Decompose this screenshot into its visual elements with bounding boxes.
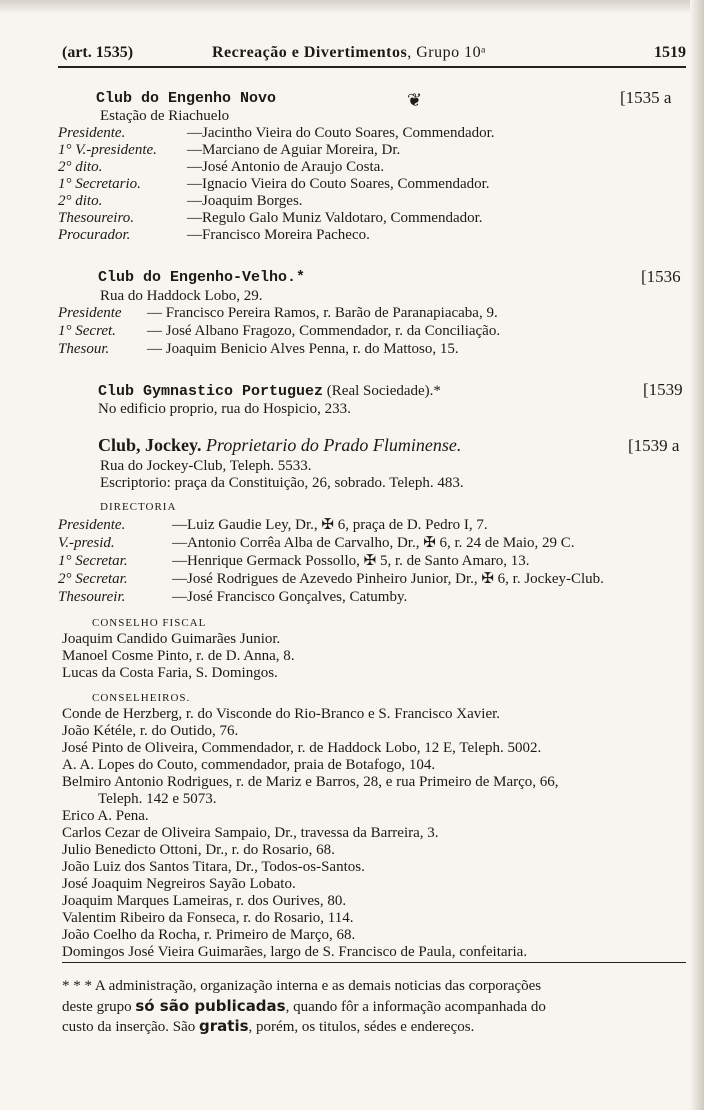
officer-name: —José Francisco Gonçalves, Catumby. [172,589,408,605]
officer-name: — Joaquim Benicio Alves Penna, r. do Mattoso, 15. [147,341,459,357]
officer-role: 1° Secret. [58,323,116,339]
fleuron-ornament: ❦ [407,90,423,110]
section-title: Recreação e Divertimentos, Grupo 10ᵃ [212,44,486,61]
section-heading: CONSELHEIROS. [92,692,191,704]
member-line: Joaquim Candido Guimarães Junior. [62,631,281,647]
header-rule [58,66,686,68]
page-number: 1519 [654,44,686,61]
officer-role: Thesour. [58,341,110,357]
club-title-line: Club Gymnastico Portuguez (Real Sociedade).* [98,383,441,400]
member-line: Domingos José Vieira Guimarães, largo de S. Francisco de Paula, confeitaria. [62,944,528,960]
officer-role: Thesoureiro. [58,210,134,226]
footnote-line: deste grupo só são publicadas, quando fôr a informação acompanhada do [62,997,546,1015]
officer-role: Presidente. [58,125,126,141]
member-line: João Coelho da Rocha, r. Primeiro de Março, 68. [62,927,356,943]
officer-name: —Ignacio Vieira do Couto Soares, Commendador. [187,176,490,192]
club-address: Rua do Jockey-Club, Teleph. 5533. [100,458,312,474]
footnote-line: custo da inserção. São gratis, porém, os titulos, sédes e endereços. [62,1017,475,1035]
member-line: Erico A. Pena. [62,808,149,824]
member-line-continued: Teleph. 142 e 5073. [98,791,217,807]
officer-name: — Francisco Pereira Ramos, r. Barão de Paranapiacaba, 9. [147,305,498,321]
officer-name: —Luiz Gaudie Ley, Dr., ✠ 6, praça de D. Pedro I, 7. [172,517,488,533]
member-line: Valentim Ribeiro da Fonseca, r. do Rosario, 114. [62,910,354,926]
member-line: Belmiro Antonio Rodrigues, r. de Mariz e Barros, 28, e rua Primeiro de Março, 66, [62,774,559,790]
entry-ref: [1539 a [628,436,680,455]
member-line: Julio Benedicto Ottoni, Dr., r. do Rosario, 68. [62,842,335,858]
officer-name: —Francisco Moreira Pacheco. [187,227,370,243]
entry-ref: [1535 a [620,88,672,107]
officer-role: 2° dito. [58,193,103,209]
officer-role: 1° Secretario. [58,176,141,192]
entry-ref: [1539 [643,380,683,399]
club-address: Estação de Riachuelo [100,108,230,124]
club-title: Club do Engenho Novo [96,90,277,107]
member-line: Joaquim Marques Lameiras, r. dos Ourives, 80. [62,893,347,909]
officer-role: V.-presid. [58,535,115,551]
officer-role: Presidente [58,305,122,321]
officer-name: —Marciano de Aguiar Moreira, Dr. [187,142,401,158]
officer-name: —Jacintho Vieira do Couto Soares, Commendador. [187,125,495,141]
officer-role: Presidente. [58,517,126,533]
running-head [62,44,686,66]
footnote-line: * * * A administração, organização interna e as demais noticias das corporações [62,978,542,994]
officer-name: —Regulo Galo Muniz Valdotaro, Commendador. [187,210,483,226]
section-heading: CONSELHO FISCAL [92,617,207,629]
officer-role: 1° Secretar. [58,553,128,569]
member-line: Carlos Cezar de Oliveira Sampaio, Dr., travessa da Barreira, 3. [62,825,439,841]
officer-role: Thesoureir. [58,589,126,605]
officer-name: —José Antonio de Araujo Costa. [187,159,385,175]
member-line: Conde de Herzberg, r. do Visconde do Rio-Branco e S. Francisco Xavier. [62,706,501,722]
officer-role: 2° dito. [58,159,103,175]
member-line: João Luiz dos Santos Titara, Dr., Todos-os-Santos. [62,859,365,875]
club-title: Club do Engenho-Velho.* [98,269,306,286]
section-heading: DIRECTORIA [100,501,177,513]
officer-role: Procurador. [58,227,131,243]
member-line: José Joaquim Negreiros Sayão Lobato. [62,876,296,892]
officer-name: —Joaquim Borges. [187,193,303,209]
officer-role: 1° V.-presidente. [58,142,157,158]
officer-name: — José Albano Fragozo, Commendador, r. da Conciliação. [147,323,501,339]
officer-name: —Antonio Corrêa Alba de Carvalho, Dr., ✠ 6, r. 24 de Maio, 29 C. [172,535,575,551]
club-title-line: Club, Jockey. Proprietario do Prado Fluminense. [98,435,462,455]
footnote-rule [62,962,686,963]
member-line: João Kétéle, r. do Outido, 76. [62,723,239,739]
club-office: Escriptorio: praça da Constituição, 26, sobrado. Teleph. 483. [100,475,464,491]
officer-role: 2° Secretar. [58,571,128,587]
page-spine-shadow [690,0,704,1110]
club-address: Rua do Haddock Lobo, 29. [100,288,263,304]
member-line: Lucas da Costa Faria, S. Domingos. [62,665,278,681]
article-range: (art. 1535) [62,44,134,61]
club-address: No edificio proprio, rua do Hospicio, 233. [98,401,351,417]
entry-ref: [1536 [641,267,681,286]
officer-name: —José Rodrigues de Azevedo Pinheiro Junior, Dr., ✠ 6, r. Jockey-Club. [172,571,604,587]
officer-name: —Henrique Germack Possollo, ✠ 5, r. de Santo Amaro, 13. [172,553,530,569]
member-line: Manoel Cosme Pinto, r. de D. Anna, 8. [62,648,295,664]
page-top-edge [0,0,704,14]
member-line: A. A. Lopes do Couto, commendador, praia de Botafogo, 104. [62,757,436,773]
member-line: José Pinto de Oliveira, Commendador, r. de Haddock Lobo, 12 E, Teleph. 5002. [62,740,542,756]
